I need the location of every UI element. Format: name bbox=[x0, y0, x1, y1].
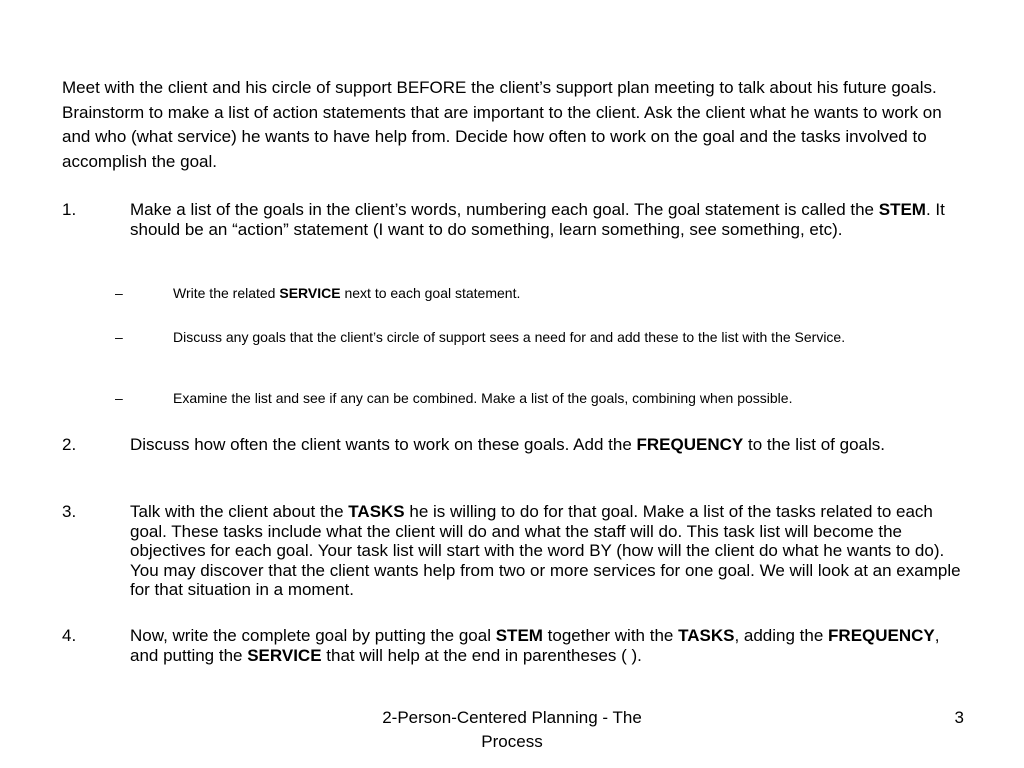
keyword-tasks: TASKS bbox=[678, 626, 735, 645]
dash-bullet: – bbox=[115, 329, 123, 345]
keyword-frequency: FREQUENCY bbox=[828, 626, 935, 645]
step-1 bbox=[62, 200, 967, 239]
step-text: Make a list of the goals in the client’s words, numbering each goal. The goal statement is called the STEM. It should be an “action” statement (I want to do something, learn something, see something, etc). bbox=[130, 200, 945, 239]
substep-text: Write the related SERVICE next to each goal statement. bbox=[173, 285, 521, 301]
step-4 bbox=[62, 626, 967, 665]
step-text: Now, write the complete goal by putting the goal STEM together with the TASKS, adding the FREQUENCY, and putting the SERVICE that will help at the end in parentheses ( ). bbox=[130, 626, 940, 665]
step-number: 3. bbox=[62, 502, 77, 521]
keyword-frequency: FREQUENCY bbox=[636, 435, 744, 454]
substep-2 bbox=[115, 329, 915, 346]
footer-title: 2-Person-Centered Planning - The Process bbox=[382, 708, 642, 751]
substep-1 bbox=[115, 285, 915, 302]
keyword-service: SERVICE bbox=[279, 285, 341, 301]
dash-bullet: – bbox=[115, 390, 123, 406]
substep-text: Examine the list and see if any can be combined. Make a list of the goals, combining when possible. bbox=[173, 390, 793, 406]
step-number: 1. bbox=[62, 200, 77, 219]
slide-number: 3 bbox=[954, 708, 964, 727]
substep-3 bbox=[115, 390, 915, 407]
step-3 bbox=[62, 502, 967, 600]
intro-paragraph: Meet with the client and his circle of support BEFORE the client’s support plan meeting to talk about his future goals. Brainstorm to make a list of action statements that are important to the client. Ask the client what he wants to work on and who (what service) he wants to have help from. Decide how often to work on the goal and the tasks involved to accomplish the goal. bbox=[62, 78, 942, 171]
step-2 bbox=[62, 435, 967, 455]
step-text: Discuss how often the client wants to work on these goals. Add the FREQUENCY to the list of goals. bbox=[130, 435, 885, 454]
dash-bullet: – bbox=[115, 285, 123, 301]
substep-text: Discuss any goals that the client’s circle of support sees a need for and add these to the list with the Service. bbox=[173, 329, 846, 345]
keyword-service: SERVICE bbox=[247, 645, 322, 665]
keyword-stem: STEM bbox=[495, 626, 543, 645]
step-number: 4. bbox=[62, 626, 77, 645]
keyword-tasks: TASKS bbox=[348, 502, 405, 521]
step-number: 2. bbox=[62, 435, 77, 454]
keyword-stem: STEM bbox=[878, 200, 926, 219]
step-text: Talk with the client about the TASKS he is willing to do for that goal. Make a list of the tasks related to each goal. These tasks include what the client will do and what the staff will do. This task list will become the objectives for each goal. Your task list will start with the word BY (how will the client do what he wants to do). You may discover that the client wants help from two or more services for one goal. We will look at an example for that situation in a moment. bbox=[130, 502, 961, 599]
